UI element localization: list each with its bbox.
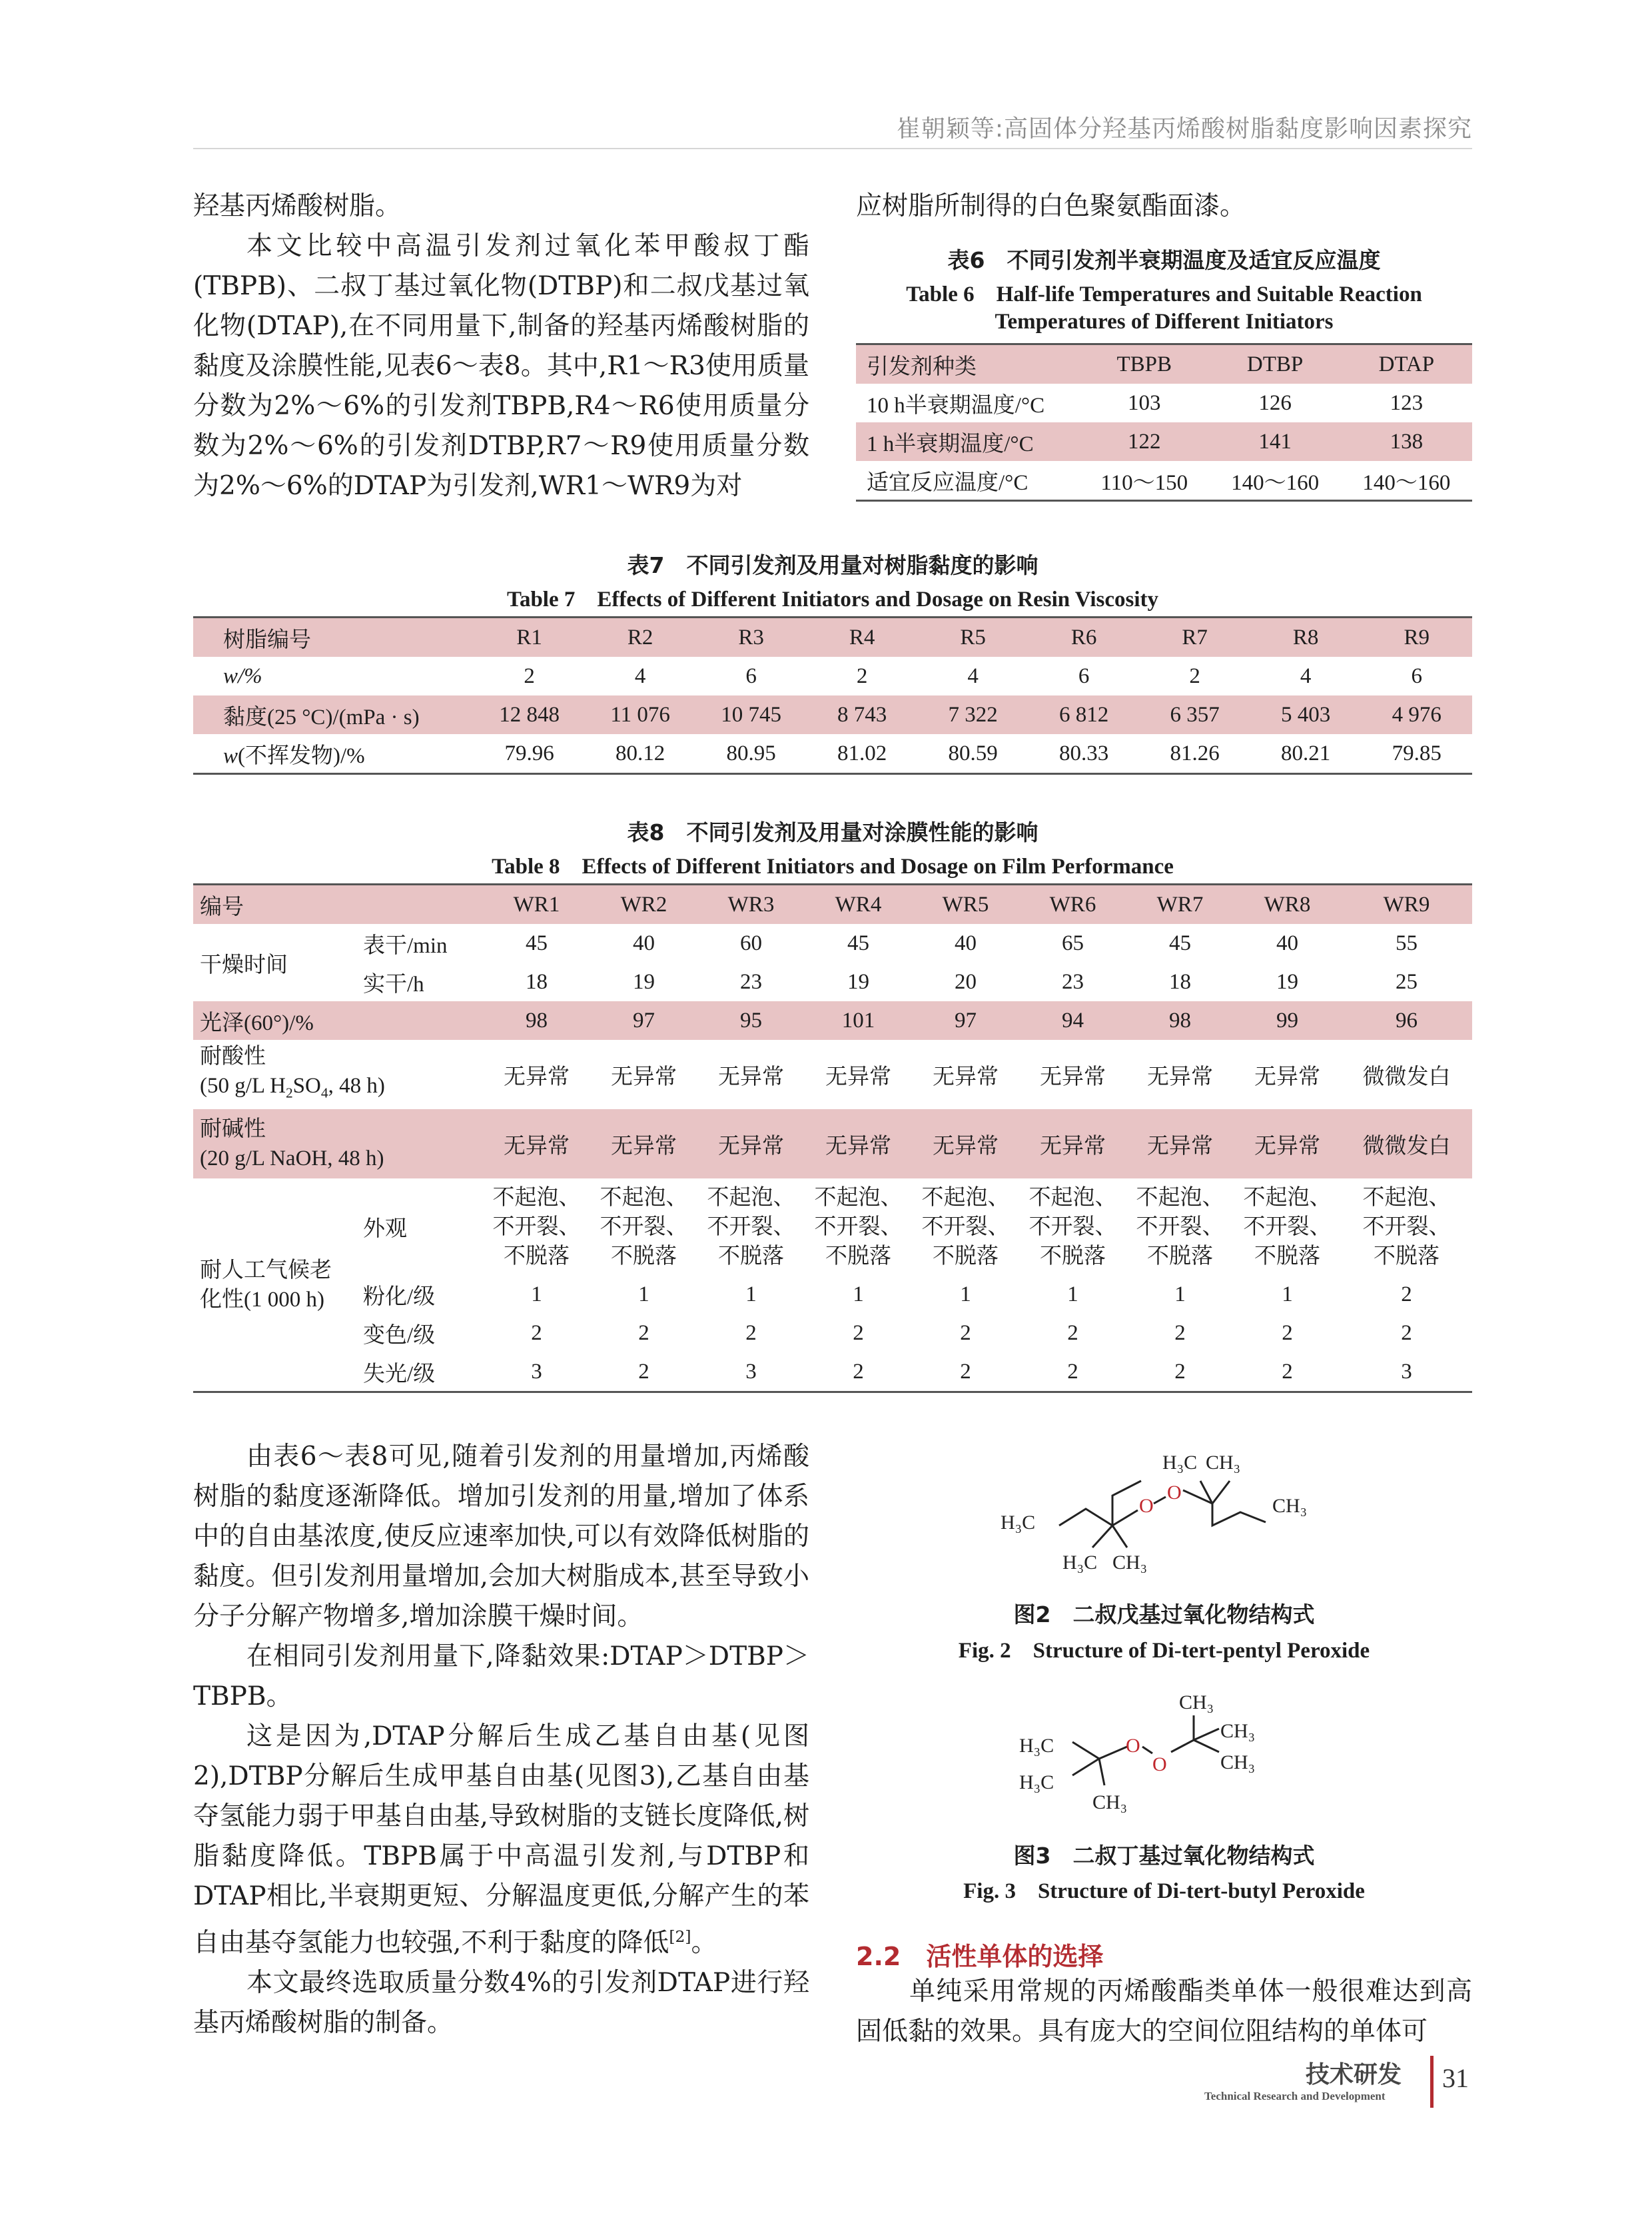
fig3-bond	[1142, 1747, 1152, 1753]
table-cell	[697, 1178, 805, 1275]
table-cell: 19	[847, 969, 869, 994]
table-cell: 45	[526, 931, 548, 955]
fig3-atom: CH₃	[1179, 1691, 1214, 1713]
label-line: 化性(1 000 h)	[200, 1287, 324, 1312]
table-cell: 无异常	[1254, 1065, 1320, 1089]
table-cell: 无异常	[504, 1065, 570, 1089]
header-cell: R5	[917, 618, 1029, 658]
table-cell	[1234, 1178, 1341, 1275]
table-cell: 123	[1390, 390, 1424, 415]
fig2-atom: H₃C	[1001, 1512, 1036, 1534]
table-cell: 5 403	[1250, 695, 1362, 734]
cell-line: 不脱落	[1040, 1244, 1106, 1268]
row-label: 失光/级	[363, 1362, 436, 1386]
table-cell: 6	[745, 664, 757, 688]
table-row	[193, 1109, 1472, 1178]
fig2-bond	[1112, 1510, 1138, 1526]
row-label: 表干/min	[363, 933, 448, 958]
fig3-atom: H₃C	[1019, 1735, 1054, 1757]
table-cell: 97	[912, 1001, 1019, 1040]
fig2-oxygen: O	[1139, 1495, 1154, 1517]
cell-line: 不起泡、	[1362, 1185, 1451, 1210]
row-label: 外观	[363, 1217, 407, 1241]
table-cell: 126	[1258, 390, 1292, 415]
table-cell: 95	[697, 1001, 805, 1040]
fig3-bond	[1099, 1747, 1127, 1759]
table-cell: 25	[1396, 969, 1418, 994]
cell-line: 不脱落	[1147, 1244, 1213, 1268]
table8-caption-cn: 表8 不同引发剂及用量对涂膜性能的影响	[627, 819, 1038, 845]
fig3-atom: CH₃	[1220, 1720, 1256, 1742]
row-label: 10 h半衰期温度/°C	[867, 393, 1045, 418]
header-cell: WR5	[912, 885, 1019, 925]
paragraph-text: 这是因为,DTAP分解后生成乙基自由基(见图2),DTBP分解后生成甲基自由基(见图3),乙基自由基夺氢能力弱于甲基自由基,导致树脂的支链长度降低,树脂黏度降低。TBPB属于中高温引发剂,与DTBP和DTAP相比,半衰期更短、分解温度更低,分解产生的苯自由基夺氢能力也较强,不利于黏度的降低	[193, 1721, 809, 1958]
table-cell: 无异常	[1126, 1109, 1234, 1178]
table-cell: 80.21	[1281, 741, 1331, 765]
label-italic: w	[223, 743, 238, 768]
cell-line: 不脱落	[1374, 1244, 1440, 1268]
cell-line: 不脱落	[1254, 1244, 1320, 1268]
label-line: 耐人工气候老	[200, 1258, 332, 1282]
cell-line: 不开裂、	[492, 1214, 581, 1239]
table-cell: 无异常	[912, 1109, 1019, 1178]
header-cell: WR3	[697, 885, 805, 925]
table-cell: 无异常	[1019, 1109, 1126, 1178]
table-cell: 45	[1169, 931, 1191, 955]
table-cell: 79.85	[1392, 741, 1442, 765]
table-cell: 2	[1401, 1282, 1412, 1306]
cell-line: 不开裂、	[600, 1214, 688, 1239]
section-title: 2.2 活性单体的选择	[856, 1942, 1104, 1971]
table6-caption-en-1: Table 6 Half-life Temperatures and Suitable Reaction	[906, 282, 1422, 306]
table-cell: 2	[745, 1320, 757, 1345]
label-line: 耐碱性	[200, 1117, 266, 1141]
paragraph: 应树脂所制得的白色聚氨酯面漆。	[856, 191, 1246, 221]
table-cell: 2	[1174, 1320, 1186, 1345]
cell-line: 不起泡、	[921, 1185, 1010, 1210]
fig2-atom: CH₃	[1206, 1452, 1241, 1474]
footer-section-name: 技术研发	[1306, 2061, 1402, 2088]
header-cell: WR1	[483, 885, 590, 925]
table-cell: 138	[1341, 422, 1472, 461]
fig3-oxygen: O	[1152, 1753, 1167, 1775]
table-cell: 无异常	[697, 1109, 805, 1178]
table-cell: 19	[633, 969, 655, 994]
table-cell: 101	[805, 1001, 912, 1040]
table-row	[193, 657, 1472, 695]
fig3-bond	[1171, 1740, 1194, 1752]
table-cell: 6	[1078, 664, 1090, 688]
cell-line: 不开裂、	[707, 1214, 795, 1239]
table-cell: 1	[1174, 1282, 1186, 1306]
header-cell: WR9	[1341, 885, 1472, 925]
table-cell	[805, 1178, 912, 1275]
paragraph-end: 。	[691, 1928, 717, 1958]
table-cell: 2	[638, 1320, 649, 1345]
paragraph: 由表6～表8可见,随着引发剂的用量增加,丙烯酸树脂的黏度逐渐降低。增加引发剂的用量,增加了体系中的自由基浓度,使反应速率加快,可以有效降低树脂的黏度。但引发剂用量增加,会加大树脂成本,甚至导致小分子分解产物增多,增加涂膜干燥时间。	[193, 1442, 809, 1631]
table-cell	[1019, 1178, 1126, 1275]
table-cell: 2	[1067, 1320, 1078, 1345]
table-cell: 2	[853, 1320, 864, 1345]
table-cell: 80.59	[948, 741, 998, 765]
table-row	[856, 384, 1472, 422]
paragraph: 在相同引发剂用量下,降黏效果:DTAP＞DTBP＞TBPB。	[193, 1641, 809, 1711]
fig3-bond	[1099, 1759, 1104, 1785]
header-cell: R6	[1029, 618, 1140, 658]
fig3-bond	[1194, 1740, 1219, 1752]
table-cell: 2	[638, 1359, 649, 1384]
table-cell: 无异常	[1147, 1065, 1213, 1089]
header-cell: 树脂编号	[193, 618, 474, 658]
table-cell: 2	[856, 664, 868, 688]
table7-caption-en: Table 7 Effects of Different Initiators and Dosage on Resin Viscosity	[506, 588, 1159, 612]
header-rule	[193, 148, 1472, 149]
table-cell: 110～150	[1100, 470, 1188, 495]
table-row	[856, 422, 1472, 461]
table-cell: 40	[633, 931, 655, 955]
cell-line: 不开裂、	[1029, 1214, 1117, 1239]
fig2-bond	[1092, 1526, 1112, 1548]
fig3-bond	[1072, 1742, 1099, 1759]
table-cell: 55	[1396, 931, 1418, 955]
header-cell: R9	[1361, 618, 1472, 658]
table-row	[193, 924, 1472, 963]
row-label: 适宜反应温度/°C	[867, 470, 1029, 495]
header-cell: 编号	[193, 885, 483, 925]
table-cell	[590, 1178, 697, 1275]
table-cell	[483, 1178, 590, 1275]
table-cell: 94	[1019, 1001, 1126, 1040]
table-cell: 79.96	[504, 741, 554, 765]
fig2-atom: CH₃	[1112, 1552, 1148, 1573]
fig3-bond	[1194, 1729, 1219, 1740]
table-cell: 无异常	[1040, 1065, 1106, 1089]
table-row	[193, 695, 1472, 734]
header-cell: R7	[1139, 618, 1250, 658]
table-cell: 7 322	[917, 695, 1029, 734]
table-cell: 无异常	[805, 1109, 912, 1178]
citation: [2]	[669, 1927, 691, 1946]
table-cell: 122	[1079, 422, 1209, 461]
fig3-atom: CH₃	[1092, 1791, 1128, 1813]
table-row	[856, 461, 1472, 501]
table-cell: 3	[745, 1359, 757, 1384]
fig3-atom: H₃C	[1019, 1771, 1054, 1793]
fig3-structure	[1019, 1685, 1326, 1825]
header-cell: WR2	[590, 885, 697, 925]
cell-line: 不起泡、	[1136, 1185, 1224, 1210]
table-cell: 11 076	[585, 695, 696, 734]
table7	[193, 616, 1472, 775]
fig2-caption-cn: 图2 二叔戊基过氧化物结构式	[1013, 1601, 1315, 1627]
table-cell: 6 357	[1139, 695, 1250, 734]
running-header: 崔朝颖等:高固体分羟基丙烯酸树脂黏度影响因素探究	[896, 115, 1472, 143]
label-line: 耐酸性	[200, 1044, 266, 1069]
label-part: SO	[292, 1073, 321, 1098]
table8-caption-en: Table 8 Effects of Different Initiators and Dosage on Film Performance	[492, 855, 1174, 879]
table-row	[193, 1001, 1472, 1040]
table-cell	[1126, 1178, 1234, 1275]
header-cell: R2	[585, 618, 696, 658]
table-cell: 96	[1341, 1001, 1472, 1040]
row-label: 粉化/级	[363, 1284, 436, 1309]
header-cell: WR4	[805, 885, 912, 925]
table-cell: 81.02	[837, 741, 887, 765]
cell-line: 不起泡、	[1029, 1185, 1117, 1210]
table-cell: 103	[1127, 390, 1161, 415]
table-cell: 18	[1169, 969, 1191, 994]
row-label	[193, 734, 474, 774]
cell-line: 不起泡、	[1243, 1185, 1332, 1210]
left-column-bottom	[193, 1437, 809, 2043]
table-row	[193, 1314, 1472, 1352]
table-cell: 1	[531, 1282, 542, 1306]
table-cell: 65	[1062, 931, 1084, 955]
fig2-structure	[986, 1442, 1359, 1575]
table-cell: 1	[1282, 1282, 1293, 1306]
table-cell	[1341, 1178, 1472, 1275]
table-cell: 1	[638, 1282, 649, 1306]
table-cell: 141	[1209, 422, 1340, 461]
table-cell: 2	[1189, 664, 1200, 688]
fig2-bonds-left	[1059, 1481, 1141, 1526]
label-sub: 2	[285, 1085, 293, 1101]
table-cell: 微微发白	[1341, 1109, 1472, 1178]
table-cell: 4	[1300, 664, 1312, 688]
table-cell: 8 743	[807, 695, 918, 734]
cell-line: 不脱落	[718, 1244, 784, 1268]
fig3-caption-cn: 图3 二叔丁基过氧化物结构式	[1013, 1843, 1315, 1869]
label-line: (20 g/L NaOH, 48 h)	[200, 1146, 384, 1170]
table-cell: 140～160	[1231, 470, 1320, 495]
right-column-top	[856, 187, 1472, 226]
row-label: 1 h半衰期温度/°C	[856, 422, 1079, 461]
fig2-bond	[1212, 1481, 1230, 1504]
row-group-label: 干燥时间	[200, 953, 288, 977]
header-cell: WR6	[1019, 885, 1126, 925]
table-cell: 23	[1062, 969, 1084, 994]
table-cell: 40	[955, 931, 977, 955]
table-cell: 1	[960, 1282, 971, 1306]
table-cell: 无异常	[718, 1065, 784, 1089]
table6-caption-cn: 表6 不同引发剂半衰期温度及适宜反应温度	[947, 247, 1381, 273]
row-label: 光泽(60°)/%	[193, 1001, 483, 1040]
footer-divider	[1430, 2056, 1434, 2108]
fig3-oxygen: O	[1126, 1735, 1140, 1757]
cell-line: 不开裂、	[1243, 1214, 1332, 1239]
paragraph: 羟基丙烯酸树脂。	[193, 191, 402, 221]
row-label	[193, 1040, 483, 1109]
table7-caption-cn: 表7 不同引发剂及用量对树脂黏度的影响	[627, 552, 1038, 578]
table-cell: 1	[853, 1282, 864, 1306]
table-cell: 无异常	[483, 1109, 590, 1178]
table8	[193, 883, 1472, 1393]
table-row	[193, 1275, 1472, 1314]
table-cell: 4	[634, 664, 646, 688]
paragraph	[193, 1717, 809, 1963]
right-column-bottom	[856, 1972, 1472, 2052]
fig2-caption-en: Fig. 2 Structure of Di-tert-pentyl Peroxide	[958, 1639, 1370, 1663]
table-header-row	[193, 885, 1472, 925]
paragraph: 本文最终选取质量分数4%的引发剂DTAP进行羟基丙烯酸树脂的制备。	[193, 1968, 809, 2038]
table-cell: 98	[483, 1001, 590, 1040]
table-row	[193, 734, 1472, 774]
cell-line: 不脱落	[504, 1244, 570, 1268]
cell-line: 不起泡、	[600, 1185, 688, 1210]
header-cell: WR7	[1126, 885, 1234, 925]
table-cell: 2	[1174, 1359, 1186, 1384]
table-cell: 80.95	[726, 741, 776, 765]
table-cell: 140～160	[1362, 470, 1451, 495]
table-cell: 无异常	[590, 1109, 697, 1178]
header-cell: R8	[1250, 618, 1362, 658]
label-part: , 48 h)	[328, 1073, 385, 1098]
table-header-row	[856, 344, 1472, 384]
header-cell: R3	[695, 618, 807, 658]
table-cell: 81.26	[1170, 741, 1220, 765]
table6-caption-en-2: Temperatures of Different Initiators	[995, 310, 1334, 334]
cell-line: 不脱落	[825, 1244, 891, 1268]
table-cell: 2	[1401, 1320, 1412, 1345]
label-line	[200, 1071, 483, 1108]
table-cell: 20	[955, 969, 977, 994]
fig2-bonds-right	[1212, 1504, 1266, 1526]
table-row	[193, 1352, 1472, 1392]
left-column-top	[193, 187, 809, 506]
table-cell: 2	[960, 1359, 971, 1384]
table-cell: 23	[740, 969, 762, 994]
table-cell: 2	[1067, 1359, 1078, 1384]
table-cell: 3	[531, 1359, 542, 1384]
table-cell	[912, 1178, 1019, 1275]
header-cell: R1	[474, 618, 585, 658]
table-cell: 2	[531, 1320, 542, 1345]
label-rest: (不挥发物)/%	[238, 743, 365, 768]
table-cell: 2	[1282, 1359, 1293, 1384]
label-part: (50 g/L H	[200, 1073, 286, 1098]
cell-line: 不脱落	[933, 1244, 999, 1268]
row-label: 实干/h	[363, 972, 424, 997]
fig3-bond	[1072, 1759, 1099, 1775]
table-cell: 3	[1401, 1359, 1412, 1384]
footer-section-name-en: Technical Research and Development	[1204, 2090, 1386, 2102]
cell-line: 不开裂、	[1362, 1214, 1451, 1239]
table-cell: 40	[1276, 931, 1298, 955]
cell-line: 不开裂、	[1136, 1214, 1224, 1239]
table-cell: 2	[1282, 1320, 1293, 1345]
table-row	[193, 1178, 1472, 1275]
row-label: 黏度(25 °C)/(mPa · s)	[193, 695, 474, 734]
cell-line: 不脱落	[611, 1244, 677, 1268]
table-cell: 1	[745, 1282, 757, 1306]
table-cell: 99	[1234, 1001, 1341, 1040]
fig2-atom: H₃C	[1062, 1552, 1098, 1573]
table-cell: 1	[1067, 1282, 1078, 1306]
cell-line: 不起泡、	[814, 1185, 903, 1210]
fig3-caption-en: Fig. 3 Structure of Di-tert-butyl Peroxide	[963, 1879, 1365, 1903]
fig2-oxygen: O	[1167, 1482, 1182, 1504]
table-cell: 12 848	[474, 695, 585, 734]
table-cell: 6	[1411, 664, 1422, 688]
fig2-bond	[1112, 1526, 1127, 1548]
table-cell: 4 976	[1361, 695, 1472, 734]
table-cell: 6 812	[1029, 695, 1140, 734]
fig2-atom: CH₃	[1272, 1495, 1308, 1517]
header-cell: TBPB	[1079, 344, 1209, 384]
table-cell: 无异常	[825, 1065, 891, 1089]
paragraph: 本文比较中高温引发剂过氧化苯甲酸叔丁酯(TBPB)、二叔丁基过氧化物(DTBP)和二叔戊基过氧化物(DTAP),在不同用量下,制备的羟基丙烯酸树脂的黏度及涂膜性能,见表6～表8。其中,R1～R3使用质量分数为2%～6%的引发剂TBPB,R4～R6使用质量分数为2%～6%的引发剂DTBP,R7～R9使用质量分数为2%～6%的DTAP为引发剂,WR1～WR9为对	[193, 231, 809, 501]
header-cell: DTBP	[1209, 344, 1340, 384]
cell-line: 不起泡、	[707, 1185, 795, 1210]
table-cell: 无异常	[611, 1065, 677, 1089]
table-row	[193, 1040, 1472, 1109]
row-label: w/%	[223, 664, 262, 688]
table-row	[193, 963, 1472, 1001]
table-cell: 无异常	[933, 1065, 999, 1089]
table-cell: 18	[526, 969, 548, 994]
table-cell: 微微发白	[1362, 1065, 1451, 1089]
table-cell: 98	[1126, 1001, 1234, 1040]
table-cell: 2	[960, 1320, 971, 1345]
label-sub: 4	[320, 1085, 328, 1101]
header-cell: WR8	[1234, 885, 1341, 925]
table-cell: 45	[847, 931, 869, 955]
paragraph: 单纯采用常规的丙烯酸酯类单体一般很难达到高固低黏的效果。具有庞大的空间位阻结构的单体可	[856, 1977, 1472, 2046]
cell-line: 不开裂、	[921, 1214, 1010, 1239]
fig2-bond	[1154, 1497, 1166, 1504]
fig2-atom: H₃C	[1162, 1452, 1198, 1474]
table-cell: 2	[853, 1359, 864, 1384]
fig3-atom: CH₃	[1220, 1751, 1256, 1773]
table-cell: 10 745	[695, 695, 807, 734]
table-cell: 2	[524, 664, 535, 688]
cell-line: 不开裂、	[814, 1214, 903, 1239]
page-number: 31	[1442, 2063, 1469, 2093]
row-label	[193, 1109, 483, 1178]
table-cell: 80.33	[1059, 741, 1109, 765]
table-cell: 97	[590, 1001, 697, 1040]
header-cell: R4	[807, 618, 918, 658]
header-cell: 引发剂种类	[856, 344, 1079, 384]
table-header-row	[193, 618, 1472, 658]
row-group-label	[193, 1178, 363, 1392]
table-cell: 4	[967, 664, 979, 688]
header-cell: DTAP	[1341, 344, 1472, 384]
table6	[856, 343, 1472, 502]
row-label: 变色/级	[363, 1323, 436, 1348]
table-cell: 60	[740, 931, 762, 955]
cell-line: 不起泡、	[492, 1185, 581, 1210]
table-cell: 80.12	[615, 741, 665, 765]
table-cell: 无异常	[1234, 1109, 1341, 1178]
table-cell: 19	[1276, 969, 1298, 994]
